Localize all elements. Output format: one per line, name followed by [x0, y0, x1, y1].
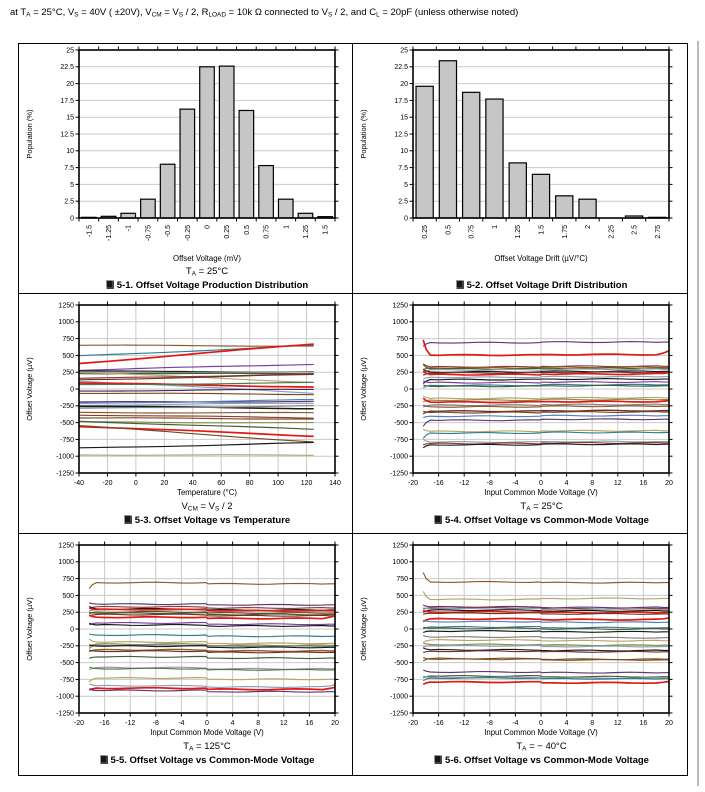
svg-text:1000: 1000 [58, 559, 74, 567]
figure-glyph-icon [434, 515, 442, 524]
svg-text:250: 250 [62, 369, 74, 377]
chart-5-5-line-plot [19, 539, 352, 741]
figure-cell-5-4 [353, 294, 687, 534]
svg-text:20: 20 [66, 81, 74, 88]
chart-5-3-line-plot [19, 299, 352, 501]
svg-text:8: 8 [590, 720, 595, 727]
svg-text:-4: -4 [512, 720, 519, 727]
figure-cell-5-5 [19, 534, 353, 775]
figure-glyph-icon [434, 755, 442, 764]
svg-text:4: 4 [230, 720, 235, 727]
svg-text:-16: -16 [99, 720, 110, 727]
svg-text:1000: 1000 [392, 559, 408, 567]
svg-text:1000: 1000 [58, 319, 74, 327]
svg-text:-12: -12 [125, 720, 136, 727]
svg-text:500: 500 [396, 352, 408, 360]
svg-text:1.25: 1.25 [515, 225, 523, 239]
svg-text:16: 16 [639, 480, 648, 487]
svg-text:4: 4 [564, 480, 569, 487]
svg-text:250: 250 [62, 609, 74, 617]
svg-text:20: 20 [400, 81, 408, 88]
svg-text:1: 1 [283, 225, 291, 229]
svg-text:Offset Voltage (mV): Offset Voltage (mV) [173, 254, 241, 263]
svg-text:Offset Voltage (µV): Offset Voltage (µV) [25, 597, 34, 661]
svg-text:0.75: 0.75 [468, 225, 476, 239]
svg-text:Input Common Mode Voltage (V): Input Common Mode Voltage (V) [484, 488, 598, 497]
svg-text:-4: -4 [178, 720, 185, 727]
svg-text:-250: -250 [393, 643, 408, 651]
svg-text:-0.25: -0.25 [184, 225, 192, 241]
svg-text:-1250: -1250 [56, 710, 74, 718]
svg-text:Input Common Mode Voltage (V): Input Common Mode Voltage (V) [150, 728, 264, 737]
svg-text:500: 500 [62, 352, 74, 360]
svg-text:2: 2 [585, 225, 593, 229]
svg-text:5: 5 [404, 181, 408, 189]
svg-text:1.5: 1.5 [322, 225, 330, 235]
svg-text:120: 120 [300, 480, 313, 487]
svg-text:-1: -1 [125, 225, 133, 232]
svg-text:4: 4 [564, 720, 569, 727]
figure-glyph-icon [106, 280, 114, 289]
svg-text:0.25: 0.25 [224, 225, 232, 239]
svg-text:1.5: 1.5 [538, 225, 546, 235]
svg-text:22.5: 22.5 [60, 64, 74, 72]
svg-text:20: 20 [665, 720, 673, 727]
svg-text:-750: -750 [393, 436, 408, 444]
svg-text:22.5: 22.5 [394, 64, 408, 72]
svg-text:-40: -40 [73, 480, 85, 487]
svg-text:12: 12 [613, 720, 622, 727]
svg-text:-750: -750 [393, 676, 408, 684]
svg-text:250: 250 [396, 369, 408, 377]
svg-text:-12: -12 [459, 720, 470, 727]
svg-text:1.25: 1.25 [302, 225, 310, 239]
figure-caption-5-1 [19, 279, 352, 293]
svg-text:-0.5: -0.5 [165, 225, 173, 238]
svg-text:0.5: 0.5 [243, 225, 251, 235]
chart-5-1-histogram [19, 44, 352, 266]
svg-text:-0.75: -0.75 [145, 225, 153, 241]
chart-5-4-line-plot [353, 299, 686, 501]
svg-text:10: 10 [400, 148, 408, 156]
figure-cell-5-1 [19, 44, 353, 294]
svg-text:12: 12 [279, 720, 288, 727]
condition-label-5-1: $T_A = 25^\circ C$ [185, 266, 229, 278]
svg-text:-16: -16 [433, 480, 444, 487]
svg-text:0.25: 0.25 [422, 225, 430, 239]
svg-text:7.5: 7.5 [398, 165, 408, 172]
svg-text:2.5: 2.5 [398, 198, 408, 206]
svg-text:Offset Voltage (µV): Offset Voltage (µV) [25, 357, 34, 421]
svg-text:-250: -250 [59, 643, 74, 651]
svg-text:-8: -8 [486, 480, 493, 487]
svg-text:-500: -500 [393, 660, 408, 667]
svg-text:-1000: -1000 [390, 693, 408, 701]
svg-text:-1250: -1250 [390, 710, 408, 718]
svg-text:-750: -750 [59, 676, 74, 684]
figure-caption-text: 5-4. Offset Voltage vs Common-Mode Voltage [445, 515, 649, 526]
figure-caption-text: 5-2. Offset Voltage Drift Distribution [466, 280, 628, 291]
svg-text:16: 16 [639, 720, 648, 727]
svg-text:1250: 1250 [58, 302, 74, 310]
svg-text:Population (%): Population (%) [25, 109, 34, 159]
svg-text:2.5: 2.5 [631, 225, 639, 235]
svg-text:750: 750 [396, 336, 408, 343]
svg-text:10: 10 [66, 148, 74, 156]
svg-text:0: 0 [404, 215, 408, 223]
svg-text:-20: -20 [73, 720, 85, 727]
svg-text:0: 0 [404, 626, 408, 634]
svg-text:-20: -20 [102, 480, 113, 487]
svg-text:15: 15 [400, 114, 408, 122]
figure-glyph-icon [456, 280, 464, 289]
svg-text:2.75: 2.75 [654, 225, 662, 239]
svg-text:0: 0 [133, 480, 138, 487]
svg-text:60: 60 [217, 480, 226, 487]
svg-text:25: 25 [400, 47, 408, 55]
svg-text:-1000: -1000 [56, 693, 74, 701]
svg-text:-12: -12 [459, 480, 470, 487]
svg-text:0: 0 [404, 386, 408, 394]
figure-cell-5-2 [353, 44, 687, 294]
chart-5-2-histogram [353, 44, 686, 266]
svg-text:Offset Voltage Drift (µV/°C): Offset Voltage Drift (µV/°C) [494, 254, 588, 263]
svg-text:40: 40 [188, 480, 197, 487]
svg-text:-500: -500 [393, 420, 408, 427]
svg-text:1250: 1250 [392, 302, 408, 310]
condition-label-5-4: $T_A = 25^\circ C$ [520, 501, 563, 513]
svg-text:750: 750 [62, 576, 74, 583]
page-edge-shadow [697, 41, 699, 786]
svg-text:500: 500 [396, 592, 408, 600]
svg-text:1250: 1250 [392, 542, 408, 550]
svg-text:2.25: 2.25 [608, 225, 616, 239]
svg-text:1.75: 1.75 [561, 225, 569, 239]
svg-text:-8: -8 [152, 720, 159, 727]
svg-text:12.5: 12.5 [394, 131, 408, 139]
svg-text:-20: -20 [407, 720, 419, 727]
svg-text:25: 25 [66, 47, 74, 55]
condition-label-5-6: $T_A$ = − 40°C [516, 741, 567, 753]
svg-text:1250: 1250 [58, 542, 74, 550]
svg-text:100: 100 [272, 480, 284, 487]
figure-caption-text: 5-5. Offset Voltage vs Common-Mode Voltage [110, 755, 315, 766]
svg-text:-1.5: -1.5 [86, 225, 94, 238]
figure-glyph-icon [100, 755, 108, 764]
svg-text:7.5: 7.5 [64, 165, 74, 172]
svg-text:Offset Voltage (µV): Offset Voltage (µV) [359, 597, 368, 661]
svg-text:-16: -16 [433, 720, 444, 727]
svg-text:-500: -500 [59, 660, 74, 667]
svg-text:-250: -250 [393, 403, 408, 411]
svg-text:Population (%): Population (%) [359, 109, 368, 159]
svg-text:-8: -8 [486, 720, 493, 727]
svg-text:500: 500 [62, 592, 74, 600]
condition-label-5-2 [353, 266, 687, 279]
chart-5-6-line-plot [353, 539, 686, 741]
svg-text:-1000: -1000 [56, 453, 74, 461]
svg-text:-500: -500 [59, 420, 74, 427]
svg-text:140: 140 [329, 480, 341, 487]
figure-caption-5-4 [353, 514, 687, 528]
figure-grid [18, 43, 688, 776]
svg-text:15: 15 [66, 114, 74, 122]
figure-caption-5-3 [19, 514, 352, 528]
svg-text:2.5: 2.5 [64, 198, 74, 206]
svg-text:0: 0 [70, 386, 74, 394]
svg-text:-1000: -1000 [390, 453, 408, 461]
svg-text:-1250: -1250 [56, 470, 74, 478]
figure-caption-text: 5-3. Offset Voltage vs Temperature [134, 515, 291, 526]
svg-text:0: 0 [539, 720, 543, 727]
svg-text:1000: 1000 [392, 319, 408, 327]
svg-text:5: 5 [70, 181, 74, 189]
svg-text:0: 0 [205, 720, 209, 727]
figure-caption-5-5 [19, 754, 352, 768]
figure-caption-5-2 [353, 279, 687, 293]
svg-text:80: 80 [245, 480, 254, 487]
svg-text:17.5: 17.5 [394, 97, 408, 105]
figure-glyph-icon [124, 515, 132, 524]
svg-text:20: 20 [160, 480, 169, 487]
svg-text:20: 20 [331, 720, 339, 727]
svg-text:-1250: -1250 [390, 470, 408, 478]
svg-text:-750: -750 [59, 436, 74, 444]
svg-text:20: 20 [665, 480, 673, 487]
svg-text:12.5: 12.5 [60, 131, 74, 139]
svg-text:-250: -250 [59, 403, 74, 411]
svg-text:12: 12 [613, 480, 622, 487]
svg-text:-4: -4 [512, 480, 519, 487]
svg-text:0.75: 0.75 [263, 224, 271, 239]
svg-text:17.5: 17.5 [60, 97, 74, 105]
figure-caption-5-6 [353, 754, 687, 768]
svg-text:750: 750 [62, 336, 74, 343]
svg-text:0: 0 [70, 215, 74, 223]
svg-text:-1.25: -1.25 [106, 225, 114, 241]
svg-text:0: 0 [204, 225, 212, 229]
svg-text:250: 250 [396, 609, 408, 617]
svg-text:0: 0 [539, 480, 543, 487]
svg-text:0: 0 [70, 626, 74, 634]
svg-text:-20: -20 [407, 480, 419, 487]
figure-caption-text: 5-1. Offset Voltage Production Distribution [116, 280, 309, 291]
figure-cell-5-3 [19, 294, 353, 534]
svg-text:0.5: 0.5 [445, 225, 453, 235]
svg-text:Temperature (°C): Temperature (°C) [177, 488, 237, 497]
svg-text:16: 16 [305, 720, 314, 727]
test-conditions-header: at $T_A = 25^\circ C$, $V_S = 40V$ ( ±20V), $V_{CM} = V_S / 2$, $R_{LOAD} = 10k$ Ω connected to $V_S / 2$, and $C_L = 20pF$ (unless otherwise noted) [10, 7, 519, 19]
svg-text:750: 750 [396, 576, 408, 583]
figure-cell-5-6 [353, 534, 687, 775]
svg-text:Input Common Mode Voltage (V): Input Common Mode Voltage (V) [484, 728, 598, 737]
condition-label-5-3: $V_{CM} = V_S / 2$ [181, 501, 233, 513]
condition-label-5-5: $T_A = 125^\circ C$ [183, 741, 231, 753]
figure-caption-text: 5-6. Offset Voltage vs Common-Mode Voltage [445, 755, 649, 766]
svg-text:Offset Voltage (µV): Offset Voltage (µV) [359, 357, 368, 421]
svg-text:1: 1 [491, 225, 499, 229]
svg-text:8: 8 [256, 720, 261, 727]
svg-text:8: 8 [590, 480, 595, 487]
